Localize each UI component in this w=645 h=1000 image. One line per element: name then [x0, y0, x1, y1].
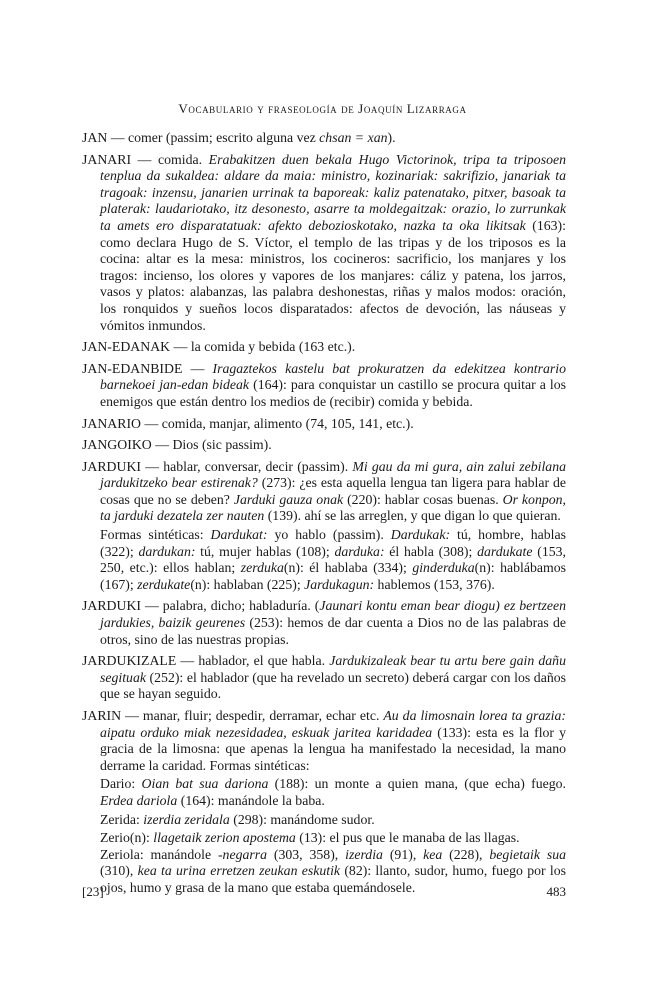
headword: JAN-EDANAK	[82, 339, 171, 355]
jarin-form-zerion: Zerio(n): llagetaik zerion apostema (13): el pus que le manaba de las llagas. Zeriola: manándole -negarra (303, 358), izerdia (91), kea (228), begietaik sua (310), kea ta urina erretzen zeukan eskutik (82): llanto, sudor, humo, fuego por los ojos, humo y grasa de la mano que estaba quemándosele.	[100, 830, 566, 895]
entry-jarin: JARIN — manar, fluir; despedir, derramar, echar etc. Au da limosnain lorea ta grazia: aipatu orduko miak nezesidadea, eskuak jaritea karidadea (133): esta es la flor y gracia de la limosna: que apenas la lengua ha manifestado la necesidad, la mano derrame la caridad. Formas sintéticas:	[82, 708, 567, 773]
headword: JAN-EDANBIDE	[82, 360, 183, 376]
entry-jan-edanak: JAN-EDANAK — la comida y bebida (163 etc.).	[82, 339, 356, 355]
jarin-form-zerida: Zerida: izerdia zeridala (298): manándome sudor.	[100, 811, 375, 827]
headword: JANARI	[82, 151, 132, 167]
entry-jan: JAN — comer (passim; escrito alguna vez chsan = xan).	[82, 130, 396, 145]
entry-jangoiko: JANGOIKO — Dios (sic passim).	[82, 437, 272, 453]
headword: JARDUKI	[82, 458, 142, 474]
page-number: 483	[546, 884, 566, 899]
jarin-form-dario: Dario: Oian bat sua dariona (188): un monte a quien mana, (que echa) fuego. Erdea dariola (164): manándole la baba.	[100, 776, 567, 808]
headword: JANGOIKO	[82, 437, 152, 453]
entry-jarduki-palabra: JARDUKI — palabra, dicho; habladuría. (Jaunari kontu eman bear diogu) ez bertzeen jardukies, baizik geurenes (253): hemos de dar cuenta a Dios no de las palabras de otros, sino de las nuestras propias.	[82, 598, 566, 647]
dictionary-entries	[82, 130, 566, 898]
synthetic-forms-jarduki: Formas sintéticas: Dardukat: yo hablo (passim). Dardukak: tú, hombre, hablas (322); dardukan: tú, mujer hablas (108); darduka: él habla (308); dardukate (153, 250, etc.): ellos hablan; zerduka(n): él hablaba (334); ginderduka(n): hablábamos (167); zerdukate(n): hablaban (225); Jardukagun: hablemos (153, 376).	[100, 527, 566, 592]
entry-janario: JANARIO — comida, manjar, alimento (74, 105, 141, etc.).	[82, 415, 414, 431]
headword: JARDUKIZALE	[82, 653, 177, 669]
entry-jan-edanbide: JAN-EDANBIDE — Iragaztekos kastelu bat prokuratzen da edekitzea kontrario barnekoei jan-edan bideak (164): para conquistar un castillo se procura quitar a los enemigos que están dentro los medios de (recibir) comida y bebida.	[82, 360, 566, 409]
headword: JANARIO	[82, 415, 142, 431]
headword: JARDUKI	[82, 598, 142, 614]
section-number: [23]	[82, 884, 104, 899]
running-head: Vocabulario y fraseología de Joaquín Lizarraga	[178, 101, 467, 116]
entry-jardukizale: JARDUKIZALE — hablador, el que habla. Jardukizaleak bear tu artu bere gain dañu segituak (252): el hablador (que ha revelado un secreto) deberá cargar con los daños que se hayan seguido.	[82, 653, 566, 702]
entry-jarduki-hablar: JARDUKI — hablar, conversar, decir (passim). Mi gau da mi gura, ain zalui zebilana jardukitzeko bear estirenak? (273): ¿es esta aquella lengua tan ligera para hablar de cosas que no se deben? Jarduki gauza onak (220): hablar cosas buenas. Or konpon, ta jarduki dezatela zer nauten (139). ahí se las arreglen, y que digan lo que quieran.	[82, 458, 567, 524]
headword: JARIN	[82, 708, 122, 723]
entry-janari: JANARI — comida. Erabakitzen duen bekala Hugo Victorinok, tripa ta triposoen tenplua da sukaldea: aldare da maia: ministro, kozinariak: sakrifizio, janariak ta tragoak: inzensu, janarien urrinak ta baporeak: kaliz patenatako, pitxer, basoak ta platerak: laudariotako, itz desonesto, asarre ta moldegaitzak: orazio, lo zurrunkak ta amets ero disparatatuak: afekto debozioskotako, nazka ta oka likitsak (163): como declara Hugo de S. Víctor, el templo de las tripas y de los triposos es la cocina: altar es la mesa: ministros, los cocineros: sacrificio, los manjares y los tragos: incienso, los olores y vapores de los manjares: cáliz y patena, los jarros, vasos y platos: alabanzas, las palabra deshonestas, riñas y malos modos: oración, los ronquidos y sueños locos disparatados: afectos de devoción, las náuseas y vómitos inmundos.	[82, 151, 566, 333]
headword: JAN	[82, 130, 108, 145]
